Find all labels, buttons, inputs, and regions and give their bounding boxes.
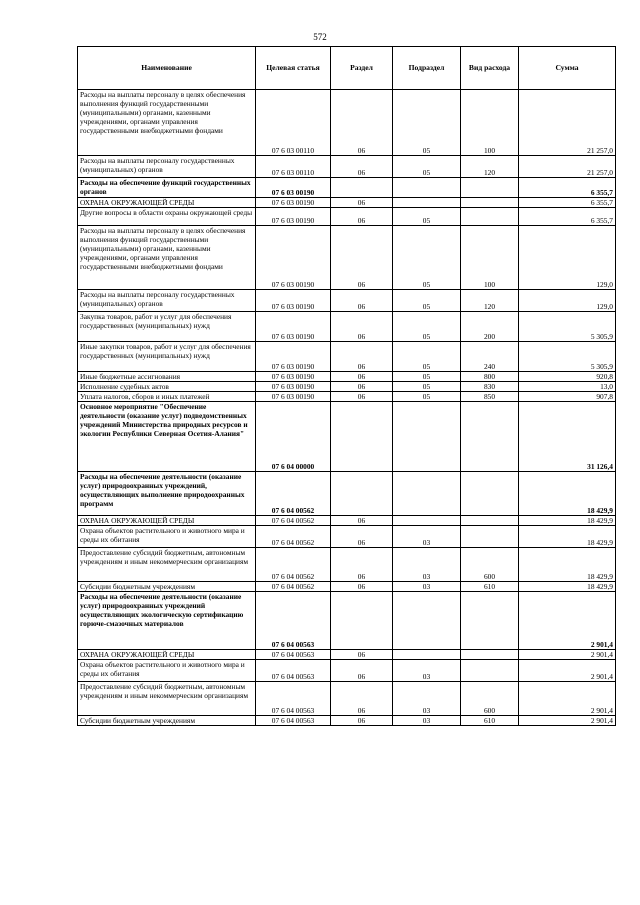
page-number: 572 <box>313 32 327 42</box>
row-name-cell: ОХРАНА ОКРУЖАЮЩЕЙ СРЕДЫ <box>78 516 256 526</box>
table-row <box>78 716 616 726</box>
table-row <box>78 592 616 650</box>
row-expense-type-cell <box>461 650 519 660</box>
table-row <box>78 382 616 392</box>
row-target-cell: 07 6 03 00190 <box>256 290 331 312</box>
row-section-cell: 06 <box>331 156 393 178</box>
row-target-cell: 07 6 04 00562 <box>256 548 331 582</box>
table-row <box>78 178 616 198</box>
row-amount-cell: 6 355,7 <box>519 208 616 226</box>
row-subsection-cell <box>393 650 461 660</box>
row-name-cell: Иные бюджетные ассигнования <box>78 372 256 382</box>
row-expense-type-cell <box>461 526 519 548</box>
table-row <box>78 392 616 402</box>
header-section: Раздел <box>331 47 393 90</box>
row-amount-cell: 13,0 <box>519 382 616 392</box>
row-subsection-cell: 05 <box>393 226 461 290</box>
row-expense-type-cell: 100 <box>461 90 519 156</box>
row-target-cell: 07 6 03 00190 <box>256 392 331 402</box>
row-expense-type-cell <box>461 472 519 516</box>
row-amount-cell: 129,0 <box>519 226 616 290</box>
row-section-cell <box>331 472 393 516</box>
table-row <box>78 156 616 178</box>
table-row <box>78 226 616 290</box>
row-target-cell: 07 6 04 00562 <box>256 516 331 526</box>
row-amount-cell: 2 901,4 <box>519 592 616 650</box>
table-row <box>78 290 616 312</box>
row-expense-type-cell: 850 <box>461 392 519 402</box>
row-section-cell: 06 <box>331 382 393 392</box>
row-section-cell: 06 <box>331 90 393 156</box>
row-subsection-cell <box>393 592 461 650</box>
row-expense-type-cell: 240 <box>461 342 519 372</box>
row-name-cell: Исполнение судебных актов <box>78 382 256 392</box>
table-row <box>78 582 616 592</box>
row-expense-type-cell: 100 <box>461 226 519 290</box>
row-subsection-cell: 05 <box>393 208 461 226</box>
row-name-cell: Охрана объектов растительного и животного мира и среды их обитания <box>78 526 256 548</box>
row-subsection-cell <box>393 178 461 198</box>
table-row <box>78 682 616 716</box>
row-target-cell: 07 6 04 00562 <box>256 472 331 516</box>
row-section-cell <box>331 592 393 650</box>
row-name-cell: Охрана объектов растительного и животного мира и среды их обитания <box>78 660 256 682</box>
row-amount-cell: 18 429,9 <box>519 472 616 516</box>
row-target-cell: 07 6 04 00563 <box>256 682 331 716</box>
table-row <box>78 372 616 382</box>
row-name-cell: Иные закупки товаров, работ и услуг для обеспечения государственных (муниципальных) нужд <box>78 342 256 372</box>
row-target-cell: 07 6 03 00190 <box>256 198 331 208</box>
table-row <box>78 90 616 156</box>
row-amount-cell: 6 355,7 <box>519 178 616 198</box>
row-subsection-cell: 03 <box>393 526 461 548</box>
row-amount-cell: 5 305,9 <box>519 342 616 372</box>
table-row <box>78 660 616 682</box>
row-expense-type-cell: 600 <box>461 548 519 582</box>
row-name-cell: Закупка товаров, работ и услуг для обеспечения государственных (муниципальных) нужд <box>78 312 256 342</box>
row-target-cell: 07 6 03 00190 <box>256 226 331 290</box>
row-expense-type-cell <box>461 198 519 208</box>
row-section-cell: 06 <box>331 226 393 290</box>
row-subsection-cell <box>393 198 461 208</box>
budget-table <box>77 46 616 726</box>
row-section-cell: 06 <box>331 290 393 312</box>
row-expense-type-cell: 800 <box>461 372 519 382</box>
table-row <box>78 198 616 208</box>
table-row <box>78 342 616 372</box>
row-section-cell: 06 <box>331 548 393 582</box>
table-row <box>78 650 616 660</box>
row-name-cell: Расходы на обеспечение функций государственных органов <box>78 178 256 198</box>
row-name-cell: Субсидии бюджетным учреждениям <box>78 582 256 592</box>
header-subsection: Подраздел <box>393 47 461 90</box>
row-name-cell: ОХРАНА ОКРУЖАЮЩЕЙ СРЕДЫ <box>78 198 256 208</box>
row-subsection-cell: 03 <box>393 716 461 726</box>
row-amount-cell: 920,8 <box>519 372 616 382</box>
row-name-cell: Расходы на выплаты персоналу государственных (муниципальных) органов <box>78 290 256 312</box>
row-amount-cell: 18 429,9 <box>519 526 616 548</box>
table-row <box>78 402 616 472</box>
row-target-cell: 07 6 04 00563 <box>256 716 331 726</box>
header-amount: Сумма <box>519 47 616 90</box>
row-target-cell: 07 6 03 00190 <box>256 312 331 342</box>
header-target-article: Целевая статья <box>256 47 331 90</box>
row-target-cell: 07 6 04 00563 <box>256 592 331 650</box>
row-expense-type-cell: 610 <box>461 716 519 726</box>
row-name-cell: Расходы на обеспечение деятельности (оказание услуг) природоохранных учреждений, осуществляющих выполнение природоохранных программ <box>78 472 256 516</box>
row-expense-type-cell: 610 <box>461 582 519 592</box>
row-section-cell: 06 <box>331 582 393 592</box>
row-section-cell: 06 <box>331 372 393 382</box>
row-name-cell: Предоставление субсидий бюджетным, автономным учреждениям и иным некоммерческим организациям <box>78 548 256 582</box>
row-name-cell: Другие вопросы в области охраны окружающей среды <box>78 208 256 226</box>
row-expense-type-cell <box>461 516 519 526</box>
row-target-cell: 07 6 04 00562 <box>256 526 331 548</box>
row-amount-cell: 21 257,0 <box>519 156 616 178</box>
row-target-cell: 07 6 04 00562 <box>256 582 331 592</box>
row-target-cell: 07 6 04 00563 <box>256 660 331 682</box>
row-amount-cell: 6 355,7 <box>519 198 616 208</box>
row-section-cell: 06 <box>331 312 393 342</box>
row-name-cell: Уплата налогов, сборов и иных платежей <box>78 392 256 402</box>
row-name-cell: Основное мероприятие "Обеспечение деятельности (оказание услуг) подведомственных учреждений Министерства природных ресурсов и экологии Республики Северная Осетия-Алания" <box>78 402 256 472</box>
row-expense-type-cell <box>461 208 519 226</box>
row-section-cell <box>331 402 393 472</box>
row-amount-cell: 2 901,4 <box>519 660 616 682</box>
header-expense-type: Вид расхода <box>461 47 519 90</box>
row-name-cell: ОХРАНА ОКРУЖАЮЩЕЙ СРЕДЫ <box>78 650 256 660</box>
row-amount-cell: 129,0 <box>519 290 616 312</box>
row-expense-type-cell: 830 <box>461 382 519 392</box>
row-name-cell: Субсидии бюджетным учреждениям <box>78 716 256 726</box>
row-section-cell: 06 <box>331 342 393 372</box>
row-amount-cell: 2 901,4 <box>519 650 616 660</box>
row-subsection-cell <box>393 516 461 526</box>
row-subsection-cell: 03 <box>393 548 461 582</box>
row-subsection-cell: 03 <box>393 582 461 592</box>
row-amount-cell: 2 901,4 <box>519 716 616 726</box>
row-subsection-cell: 03 <box>393 682 461 716</box>
row-name-cell: Расходы на выплаты персоналу в целях обеспечения выполнения функций государственными (муниципальными) органами, казенными учреждениями, органами управления государственными внебюджетными фондами <box>78 90 256 156</box>
row-expense-type-cell: 120 <box>461 156 519 178</box>
row-target-cell: 07 6 03 00190 <box>256 178 331 198</box>
row-section-cell: 06 <box>331 198 393 208</box>
row-subsection-cell: 05 <box>393 382 461 392</box>
row-subsection-cell: 05 <box>393 392 461 402</box>
row-target-cell: 07 6 03 00190 <box>256 382 331 392</box>
row-amount-cell: 18 429,9 <box>519 548 616 582</box>
row-target-cell: 07 6 03 00110 <box>256 156 331 178</box>
row-amount-cell: 2 901,4 <box>519 682 616 716</box>
row-amount-cell: 31 126,4 <box>519 402 616 472</box>
table-row <box>78 472 616 516</box>
row-section-cell: 06 <box>331 526 393 548</box>
row-target-cell: 07 6 03 00110 <box>256 90 331 156</box>
table-row <box>78 312 616 342</box>
header-name: Наименование <box>78 47 256 90</box>
row-section-cell <box>331 178 393 198</box>
row-expense-type-cell: 200 <box>461 312 519 342</box>
row-target-cell: 07 6 04 00000 <box>256 402 331 472</box>
row-expense-type-cell <box>461 660 519 682</box>
row-subsection-cell: 05 <box>393 290 461 312</box>
row-target-cell: 07 6 03 00190 <box>256 342 331 372</box>
table-row <box>78 548 616 582</box>
table-header-row <box>78 47 616 90</box>
row-subsection-cell: 05 <box>393 372 461 382</box>
row-expense-type-cell: 600 <box>461 682 519 716</box>
row-section-cell: 06 <box>331 516 393 526</box>
row-section-cell: 06 <box>331 682 393 716</box>
row-amount-cell: 907,8 <box>519 392 616 402</box>
row-subsection-cell <box>393 472 461 516</box>
row-name-cell: Расходы на выплаты персоналу в целях обеспечения выполнения функций государственными (муниципальными) органами, казенными учреждениями, органами управления государственными внебюджетными фондами <box>78 226 256 290</box>
row-subsection-cell: 05 <box>393 342 461 372</box>
row-subsection-cell: 05 <box>393 312 461 342</box>
row-amount-cell: 5 305,9 <box>519 312 616 342</box>
row-amount-cell: 21 257,0 <box>519 90 616 156</box>
row-expense-type-cell <box>461 178 519 198</box>
table-row <box>78 208 616 226</box>
row-subsection-cell: 05 <box>393 156 461 178</box>
row-expense-type-cell <box>461 402 519 472</box>
row-subsection-cell: 03 <box>393 660 461 682</box>
row-subsection-cell: 05 <box>393 90 461 156</box>
row-expense-type-cell <box>461 592 519 650</box>
row-target-cell: 07 6 04 00563 <box>256 650 331 660</box>
row-target-cell: 07 6 03 00190 <box>256 208 331 226</box>
row-amount-cell: 18 429,9 <box>519 582 616 592</box>
row-section-cell: 06 <box>331 650 393 660</box>
row-target-cell: 07 6 03 00190 <box>256 372 331 382</box>
row-section-cell: 06 <box>331 716 393 726</box>
row-section-cell: 06 <box>331 660 393 682</box>
row-amount-cell: 18 429,9 <box>519 516 616 526</box>
row-name-cell: Расходы на обеспечение деятельности (оказание услуг) природоохранных учреждений осуществляющих экологическую сертификацию горюче-смазочных материалов <box>78 592 256 650</box>
row-subsection-cell <box>393 402 461 472</box>
row-name-cell: Предоставление субсидий бюджетным, автономным учреждениям и иным некоммерческим организациям <box>78 682 256 716</box>
row-expense-type-cell: 120 <box>461 290 519 312</box>
table-row <box>78 516 616 526</box>
row-section-cell: 06 <box>331 392 393 402</box>
table-row <box>78 526 616 548</box>
row-name-cell: Расходы на выплаты персоналу государственных (муниципальных) органов <box>78 156 256 178</box>
row-section-cell: 06 <box>331 208 393 226</box>
